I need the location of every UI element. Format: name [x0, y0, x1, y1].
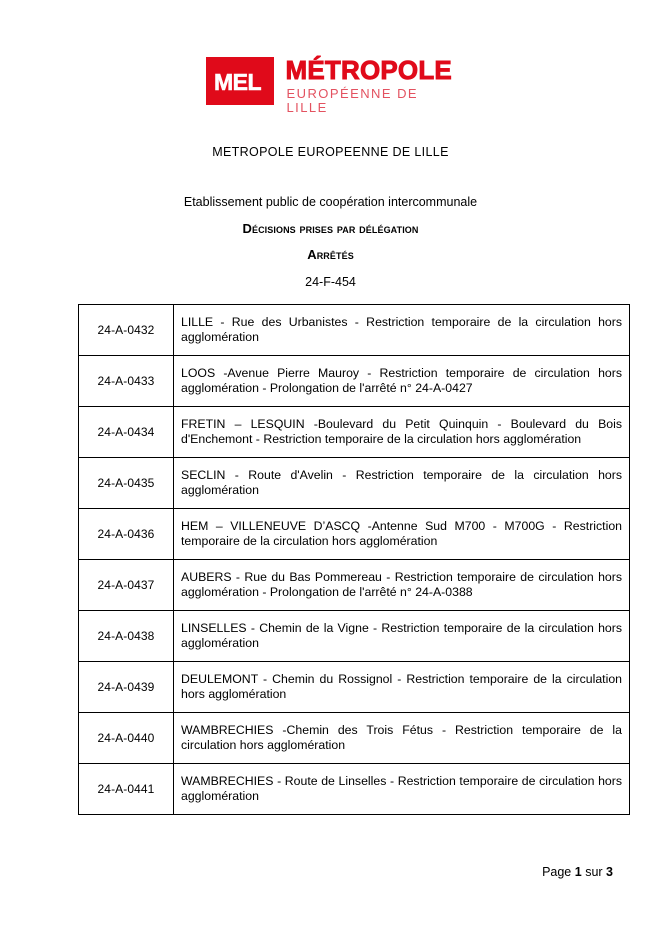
decisions-table-body — [79, 305, 630, 815]
decision-description — [174, 611, 630, 662]
decision-description — [174, 713, 630, 764]
decision-reference: 24-A-0433 — [79, 356, 174, 407]
decision-reference: 24-A-0436 — [79, 509, 174, 560]
decision-description-text: WAMBRECHIES -Chemin des Trois Fétus - Restriction temporaire de la circulation hors agglomération — [181, 722, 622, 752]
decision-description-text: SECLIN - Route d'Avelin - Restriction temporaire de la circulation hors agglomération — [181, 467, 622, 497]
footer-page-number: 1 — [574, 865, 582, 879]
table-row — [79, 662, 630, 713]
decision-reference: 24-A-0440 — [79, 713, 174, 764]
decision-reference: 24-A-0438 — [79, 611, 174, 662]
decision-description-text: DEULEMONT - Chemin du Rossignol - Restriction temporaire de la circulation hors agglomération — [181, 671, 622, 701]
decision-description — [174, 509, 630, 560]
table-row — [79, 560, 630, 611]
footer-page-word: Page — [542, 865, 572, 879]
page-footer — [0, 865, 613, 879]
decisions-table — [78, 304, 630, 815]
decision-reference: 24-A-0441 — [79, 764, 174, 815]
logo-inner — [206, 52, 456, 115]
decision-reference: 24-A-0434 — [79, 407, 174, 458]
decision-description-text: LINSELLES - Chemin de la Vigne - Restriction temporaire de la circulation hors agglomération — [181, 620, 622, 650]
table-row — [79, 764, 630, 815]
decision-description — [174, 356, 630, 407]
decision-description — [174, 458, 630, 509]
decision-description-text: HEM – VILLENEUVE D’ASCQ -Antenne Sud M700 - M700G - Restriction temporaire de la circulation hors agglomération — [181, 518, 622, 548]
decision-description-text: WAMBRECHIES - Route de Linselles - Restriction temporaire de circulation hors agglomération — [181, 773, 622, 803]
table-row — [79, 713, 630, 764]
decision-description-text: LOOS -Avenue Pierre Mauroy - Restriction temporaire de circulation hors agglomération - Prolongation de l'arrêté n° 24-A-0427 — [181, 365, 622, 395]
decision-reference: 24-A-0439 — [79, 662, 174, 713]
table-row — [79, 305, 630, 356]
document-reference: 24-F-454 — [305, 275, 356, 289]
organization-subtitle: Etablissement public de coopération intercommunale — [183, 195, 478, 209]
document-type-heading: Arrêtés — [307, 247, 354, 262]
decision-description-text: LILLE - Rue des Urbanistes - Restriction temporaire de la circulation hors agglomération — [181, 314, 622, 344]
table-row — [79, 611, 630, 662]
decision-reference: 24-A-0437 — [79, 560, 174, 611]
table-row — [79, 458, 630, 509]
decision-reference: 24-A-0435 — [79, 458, 174, 509]
footer-total-pages: 3 — [606, 865, 613, 879]
metropole-wordmark: MÉTROPOLE — [285, 55, 452, 85]
mel-logo — [0, 52, 661, 115]
footer-of-word: sur — [585, 865, 603, 879]
decision-description — [174, 764, 630, 815]
decision-description-text: FRETIN – LESQUIN -Boulevard du Petit Quinquin - Boulevard du Bois d'Enchemont - Restriction temporaire de la circulation hors agglomération — [181, 416, 622, 446]
decision-description — [174, 560, 630, 611]
table-row — [79, 407, 630, 458]
decision-description — [174, 662, 630, 713]
organization-title: METROPOLE EUROPEENNE DE LILLE — [212, 145, 449, 159]
decision-reference: 24-A-0432 — [79, 305, 174, 356]
decision-description — [174, 305, 630, 356]
table-row — [79, 356, 630, 407]
mel-wordmark: MEL — [213, 69, 262, 95]
europeenne-de-lille-wordmark: EUROPÉENNE DE LILLE — [286, 86, 419, 115]
decision-description-text: AUBERS - Rue du Bas Pommereau - Restriction temporaire de circulation hors agglomération - Prolongation de l'arrêté n° 24-A-0388 — [181, 569, 622, 599]
decision-description — [174, 407, 630, 458]
section-heading: Décisions prises par délégation — [242, 221, 419, 236]
table-row — [79, 509, 630, 560]
